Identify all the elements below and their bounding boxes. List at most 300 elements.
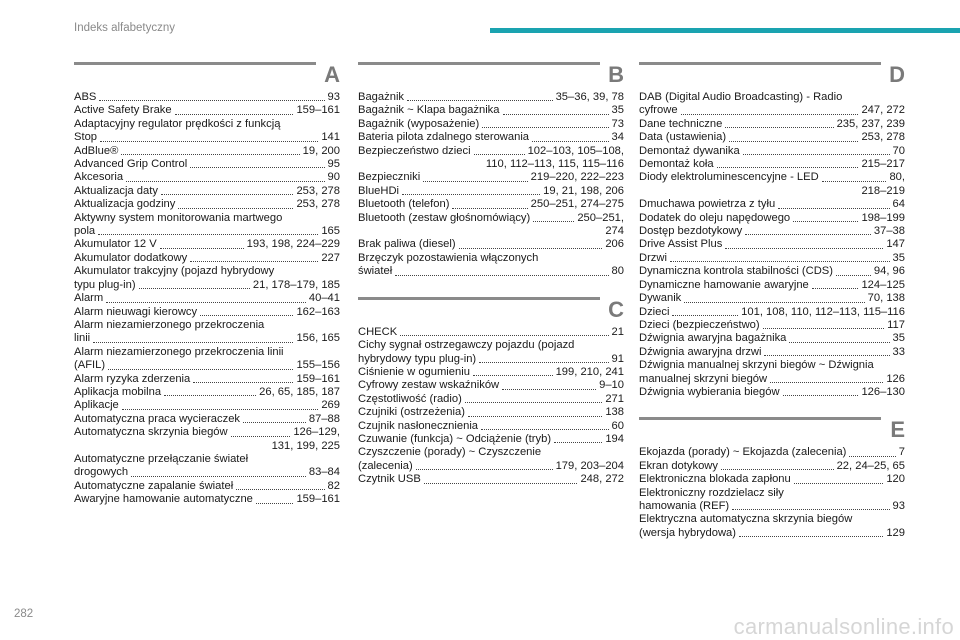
entry-pages[interactable]: 83–84 — [308, 466, 340, 479]
entry-row — [74, 238, 340, 251]
dot-leader — [256, 503, 294, 504]
entry-label: Dźwignia awaryjna bagażnika — [639, 332, 787, 345]
entry-row — [639, 131, 905, 144]
entry-label: Dmuchawa powietrza z tyłu — [639, 198, 776, 211]
index-entry[interactable] — [639, 319, 905, 332]
index-entry[interactable] — [358, 252, 624, 279]
index-entry[interactable] — [639, 198, 905, 211]
dot-leader — [465, 402, 603, 403]
dot-leader — [794, 483, 884, 484]
entry-list — [639, 446, 905, 540]
index-entry[interactable] — [358, 393, 624, 406]
dot-leader — [481, 429, 609, 430]
entry-pages[interactable]: 138 — [605, 406, 624, 419]
entry-label: Dzieci (bezpieczeństwo) — [639, 318, 760, 331]
index-entry[interactable] — [639, 473, 905, 486]
entry-pages[interactable]: 80 — [611, 265, 624, 278]
entry-pages[interactable]: 271 — [605, 392, 624, 405]
index-entry[interactable] — [74, 399, 340, 412]
entry-label: Dynamiczna kontrola stabilności (CDS) — [639, 265, 833, 278]
entry-pages-continued[interactable]: 274 — [605, 225, 624, 238]
dot-leader — [474, 154, 525, 155]
dot-leader — [190, 261, 318, 262]
index-entry[interactable] — [358, 185, 624, 198]
entry-row — [639, 212, 905, 225]
index-entry[interactable] — [639, 212, 905, 225]
entry-row — [74, 91, 340, 104]
entry-label-line: DAB (Digital Audio Broadcasting) - Radio — [639, 91, 843, 103]
entry-label: hybrydowy typu plug-in) — [358, 352, 477, 365]
entry-row — [74, 198, 340, 211]
entry-row — [639, 171, 905, 184]
entry-pages[interactable]: 155–156 — [296, 359, 340, 372]
dot-leader — [532, 141, 609, 142]
entry-pages[interactable]: 227 — [321, 251, 340, 264]
index-entry[interactable] — [74, 252, 340, 265]
entry-label: AdBlue® — [74, 144, 119, 157]
entry-row — [358, 185, 624, 198]
entry-row — [358, 265, 624, 278]
entry-row — [74, 493, 340, 506]
entry-row — [639, 332, 905, 345]
entry-label-line: Elektroniczny rozdzielacz siły — [639, 486, 784, 499]
entry-label: Brak paliwa (diesel) — [358, 238, 456, 251]
dot-leader — [200, 315, 293, 316]
entry-label: Bagażnik ~ Klapa bagażnika — [358, 104, 500, 117]
entry-label: Bluetooth (zestaw głośnomówiący) — [358, 211, 531, 224]
entry-row — [358, 91, 624, 104]
dot-leader — [739, 536, 883, 537]
index-entry[interactable] — [74, 118, 340, 145]
index-entry[interactable] — [74, 212, 340, 239]
entry-pages[interactable]: 90 — [327, 171, 340, 184]
entry-label: Dynamiczne hamowanie awaryjne — [639, 278, 809, 291]
entry-pages-continued[interactable]: 218–219 — [861, 184, 905, 197]
entry-pages[interactable]: 124–125 — [861, 278, 905, 291]
entry-row — [358, 238, 624, 251]
dot-leader — [681, 114, 859, 115]
index-entry[interactable] — [639, 265, 905, 278]
entry-pages[interactable]: 179, 203–204 — [555, 459, 624, 472]
entry-pages[interactable]: 9–10 — [599, 379, 624, 392]
index-entry[interactable] — [74, 306, 340, 319]
index-entry[interactable] — [639, 460, 905, 473]
dot-leader — [452, 208, 527, 209]
entry-pages[interactable]: 253, 278 — [861, 131, 905, 144]
entry-pages[interactable]: 159–161 — [296, 372, 340, 385]
entry-label: Czujnik nasłonecznienia — [358, 419, 479, 432]
entry-label: hamowania (REF) — [639, 499, 730, 512]
entry-pages[interactable]: 250–251, 274–275 — [530, 198, 624, 211]
dot-leader — [725, 248, 883, 249]
entry-pages[interactable]: 95 — [327, 158, 340, 171]
entry-label: pola — [74, 225, 96, 238]
index-entry[interactable] — [639, 306, 905, 319]
entry-row — [639, 198, 905, 211]
entry-row — [74, 171, 340, 184]
entry-label: Dostęp bezdotykowy — [639, 225, 743, 238]
entry-pages[interactable]: 253, 278 — [296, 198, 340, 211]
watermark: carmanualsonline.info — [733, 614, 954, 639]
index-entry[interactable] — [639, 225, 905, 238]
entry-pages[interactable]: 26, 65, 185, 187 — [259, 385, 340, 398]
entry-row — [639, 252, 905, 265]
entry-pages[interactable]: 64 — [892, 198, 905, 211]
entry-label-line: Alarm niezamierzonego przekroczenia linii — [74, 345, 284, 358]
dot-leader — [459, 248, 603, 249]
entry-label: Ciśnienie w ogumieniu — [358, 365, 470, 378]
entry-pages[interactable]: 120 — [886, 473, 905, 486]
dot-leader — [721, 469, 834, 470]
entry-row — [74, 145, 340, 158]
index-entry[interactable] — [639, 446, 905, 459]
dot-leader — [732, 509, 889, 510]
dot-leader — [717, 167, 859, 168]
entry-row — [358, 118, 624, 131]
entry-row — [639, 238, 905, 251]
index-entry[interactable] — [358, 473, 624, 486]
index-section-c — [358, 297, 624, 487]
index-entry[interactable] — [639, 118, 905, 131]
dot-leader — [473, 375, 553, 376]
entry-pages[interactable]: 33 — [892, 345, 905, 358]
entry-row — [639, 225, 905, 238]
dot-leader — [684, 302, 864, 303]
entry-pages[interactable]: 35 — [611, 104, 624, 117]
entry-pages[interactable]: 19, 200 — [302, 144, 340, 157]
index-entry[interactable] — [74, 265, 340, 292]
entry-row — [639, 319, 905, 332]
entry-label-line: Aktywny system monitorowania martwego — [74, 211, 283, 224]
entry-row — [74, 332, 340, 345]
entry-pages[interactable]: 82 — [327, 479, 340, 492]
index-entry[interactable] — [639, 171, 905, 198]
entry-pages[interactable]: 126–129, — [293, 426, 340, 439]
index-entry[interactable] — [358, 366, 624, 379]
entry-row — [358, 379, 624, 392]
entry-row — [639, 145, 905, 158]
entry-pages[interactable]: 93 — [327, 91, 340, 103]
dot-leader — [108, 369, 293, 370]
index-entry[interactable] — [358, 446, 624, 473]
entry-row — [639, 460, 905, 473]
entry-row — [639, 446, 905, 459]
entry-pages[interactable]: 219–220, 222–223 — [530, 171, 624, 184]
entry-pages[interactable]: 147 — [886, 238, 905, 251]
entry-row — [358, 460, 624, 473]
entry-label-line: Elektryczna automatyczna skrzynia biegów — [639, 513, 853, 526]
entry-list — [358, 91, 624, 279]
entry-pages[interactable]: 159–161 — [296, 493, 340, 506]
index-entry[interactable] — [74, 386, 340, 399]
index-section-b — [358, 62, 624, 279]
entry-pages[interactable]: 117 — [887, 318, 905, 331]
entry-row — [74, 306, 340, 319]
index-entry[interactable] — [74, 292, 340, 305]
dot-leader — [193, 382, 293, 383]
entry-pages[interactable]: 35–36, 39, 78 — [555, 91, 624, 103]
index-entry[interactable] — [639, 131, 905, 144]
index-entry[interactable] — [74, 493, 340, 506]
page-number: 282 — [14, 608, 34, 620]
header-title: Indeks alfabetyczny — [74, 22, 176, 34]
entry-pages[interactable]: 193, 198, 224–229 — [246, 238, 340, 251]
dot-leader — [98, 234, 318, 235]
entry-label: Alarm ryzyka zderzenia — [74, 372, 191, 385]
entry-row — [639, 500, 905, 513]
dot-leader — [122, 409, 319, 410]
entry-label: Alarm nieuwagi kierowcy — [74, 305, 198, 318]
index-entry[interactable] — [358, 238, 624, 251]
index-entry[interactable] — [74, 171, 340, 184]
entry-pages[interactable]: 60 — [611, 419, 624, 432]
dot-leader — [836, 275, 871, 276]
entry-pages[interactable]: 126–130 — [861, 385, 905, 398]
index-entry[interactable] — [639, 279, 905, 292]
entry-pages[interactable]: 80, — [889, 171, 905, 184]
entry-pages[interactable]: 269 — [321, 399, 340, 412]
dot-leader — [121, 154, 299, 155]
entry-row — [639, 158, 905, 171]
entry-pages[interactable]: 250–251, — [577, 211, 624, 224]
entry-pages[interactable]: 19, 21, 198, 206 — [543, 184, 624, 197]
index-entry[interactable] — [358, 145, 624, 172]
entry-pages[interactable]: 126 — [886, 372, 905, 385]
entry-label: Aplikacja mobilna — [74, 385, 162, 398]
entry-label: Bateria pilota zdalnego sterowania — [358, 131, 530, 144]
dot-leader — [502, 389, 596, 390]
entry-row — [358, 420, 624, 433]
index-entry[interactable] — [358, 212, 624, 239]
entry-label: Automatyczna skrzynia biegów — [74, 426, 228, 439]
entry-label-line: Brzęczyk pozostawienia włączonych — [358, 251, 539, 264]
entry-row — [358, 212, 624, 225]
dot-leader — [400, 335, 608, 336]
index-entry[interactable] — [74, 480, 340, 493]
index-entry[interactable] — [639, 487, 905, 514]
entry-label: drogowych — [74, 466, 129, 479]
entry-pages[interactable]: 35 — [892, 251, 905, 264]
entry-label: Aktualizacja godziny — [74, 198, 176, 211]
index-entry[interactable] — [74, 145, 340, 158]
index-entry[interactable] — [639, 346, 905, 359]
dot-leader — [468, 416, 602, 417]
entry-label: ABS — [74, 91, 97, 103]
entry-label: Dźwignia awaryjna drzwi — [639, 345, 762, 358]
entry-label: Stop — [74, 131, 98, 144]
entry-pages[interactable]: 7 — [898, 446, 905, 459]
entry-label: Automatyczne zapalanie świateł — [74, 479, 234, 492]
entry-label: cyfrowe — [639, 104, 678, 117]
entry-row — [358, 393, 624, 406]
dot-leader — [770, 382, 883, 383]
index-entry[interactable] — [74, 453, 340, 480]
entry-pages[interactable]: 248, 272 — [580, 473, 624, 486]
entry-label: Bezpieczniki — [358, 171, 421, 184]
entry-pages[interactable]: 235, 237, 239 — [836, 117, 905, 130]
entry-label: Aplikacje — [74, 399, 119, 412]
dot-leader — [164, 395, 256, 396]
index-column-2 — [358, 62, 624, 505]
entry-pages[interactable]: 165 — [321, 225, 340, 238]
index-column-1 — [74, 62, 340, 525]
entry-pages[interactable]: 87–88 — [308, 412, 340, 425]
entry-pages[interactable]: 34 — [611, 131, 624, 144]
dot-leader — [503, 114, 609, 115]
entry-row — [74, 158, 340, 171]
entry-pages[interactable]: 129 — [886, 526, 905, 539]
entry-row — [639, 279, 905, 292]
entry-pages[interactable]: 199, 210, 241 — [555, 365, 624, 378]
dot-leader — [764, 355, 889, 356]
entry-pages[interactable]: 162–163 — [296, 305, 340, 318]
entry-label: Dane techniczne — [639, 117, 723, 130]
index-entry[interactable] — [358, 104, 624, 117]
index-entry[interactable] — [358, 131, 624, 144]
entry-pages[interactable]: 22, 24–25, 65 — [836, 459, 905, 472]
entry-label: świateł — [358, 265, 393, 278]
entry-label: Awaryjne hamowanie automatyczne — [74, 493, 253, 506]
dot-leader — [236, 489, 324, 490]
entry-label-line: Cichy sygnał ostrzegawczy pojazdu (pojazd — [358, 339, 575, 352]
entry-pages[interactable]: 93 — [892, 499, 905, 512]
entry-row — [74, 386, 340, 399]
index-entry[interactable] — [74, 238, 340, 251]
entry-pages[interactable]: 94, 96 — [873, 265, 905, 278]
index-entry[interactable] — [639, 332, 905, 345]
entry-row — [358, 433, 624, 446]
index-entry[interactable] — [639, 292, 905, 305]
entry-row — [639, 104, 905, 117]
index-entry[interactable] — [358, 420, 624, 433]
entry-pages[interactable]: 194 — [605, 432, 624, 445]
entry-pages[interactable]: 37–38 — [873, 225, 905, 238]
entry-row — [639, 306, 905, 319]
entry-label-line: Adaptacyjny regulator prędkości z funkcją — [74, 117, 281, 130]
index-column-3 — [639, 62, 905, 558]
entry-pages[interactable]: 159–161 — [296, 104, 340, 117]
entry-label: Data (ustawienia) — [639, 131, 727, 144]
index-entry[interactable] — [358, 198, 624, 211]
entry-row — [639, 118, 905, 131]
dot-leader — [407, 100, 553, 101]
entry-row — [74, 426, 340, 439]
entry-pages[interactable]: 215–217 — [861, 158, 905, 171]
entry-row — [639, 265, 905, 278]
index-entry[interactable] — [639, 91, 905, 118]
entry-label: Akumulator 12 V — [74, 238, 157, 251]
entry-label: Akumulator dodatkowy — [74, 251, 188, 264]
index-entry[interactable] — [639, 386, 905, 399]
entry-pages[interactable]: 141 — [321, 131, 340, 144]
index-entry[interactable] — [74, 426, 340, 453]
entry-pages[interactable]: 70, 138 — [867, 292, 905, 305]
entry-row — [74, 104, 340, 117]
index-entry[interactable] — [358, 433, 624, 446]
dot-leader — [479, 362, 608, 363]
entry-label: Czytnik USB — [358, 473, 421, 486]
entry-label: Drive Assist Plus — [639, 238, 723, 251]
index-entry[interactable] — [358, 91, 624, 104]
entry-pages[interactable]: 35 — [892, 332, 905, 345]
index-entry[interactable] — [74, 319, 340, 346]
index-entry[interactable] — [639, 252, 905, 265]
index-entry[interactable] — [358, 326, 624, 339]
index-entry[interactable] — [74, 158, 340, 171]
entry-pages[interactable]: 102–103, 105–108, — [527, 144, 624, 157]
entry-pages[interactable]: 40–41 — [308, 292, 340, 305]
dot-leader — [812, 288, 859, 289]
index-entry[interactable] — [358, 379, 624, 392]
entry-pages[interactable]: 198–199 — [861, 211, 905, 224]
index-entry[interactable] — [74, 185, 340, 198]
index-entry[interactable] — [639, 513, 905, 540]
index-section-a — [74, 62, 340, 507]
entry-pages[interactable]: 101, 108, 110, 112–113, 115–116 — [741, 305, 905, 318]
entry-list — [639, 91, 905, 399]
entry-pages[interactable]: 73 — [611, 117, 624, 130]
entry-pages[interactable]: 206 — [605, 238, 624, 251]
index-entry[interactable] — [639, 158, 905, 171]
index-entry[interactable] — [74, 413, 340, 426]
entry-pages[interactable]: 247, 272 — [861, 104, 905, 117]
entry-pages[interactable]: 70 — [892, 144, 905, 157]
entry-pages[interactable]: 253, 278 — [296, 184, 340, 197]
entry-label: Automatyczna praca wycieraczek — [74, 412, 241, 425]
entry-pages[interactable]: 21 — [611, 325, 624, 338]
dot-leader — [822, 181, 887, 182]
entry-label: Alarm — [74, 292, 104, 305]
index-entry[interactable] — [74, 91, 340, 104]
entry-label: Częstotliwość (radio) — [358, 392, 462, 405]
entry-row — [74, 279, 340, 292]
entry-pages-continued[interactable]: 110, 112–113, 115, 115–116 — [485, 158, 624, 171]
index-entry[interactable] — [358, 118, 624, 131]
entry-row — [74, 252, 340, 265]
entry-pages[interactable]: 91 — [611, 352, 624, 365]
index-entry[interactable] — [358, 406, 624, 419]
entry-label: Bluetooth (telefon) — [358, 198, 450, 211]
entry-label-line: Akumulator trakcyjny (pojazd hybrydowy — [74, 265, 275, 278]
entry-pages-continued[interactable]: 131, 199, 225 — [271, 439, 340, 452]
index-entry[interactable] — [358, 339, 624, 366]
index-entry[interactable] — [74, 104, 340, 117]
entry-row — [74, 480, 340, 493]
entry-label: manualnej skrzyni biegów — [639, 372, 768, 385]
dot-leader — [729, 141, 858, 142]
dot-leader — [106, 302, 306, 303]
entry-label: Czujniki (ostrzeżenia) — [358, 406, 465, 419]
index-entry[interactable] — [358, 171, 624, 184]
dot-leader — [161, 194, 293, 195]
dot-leader — [672, 315, 738, 316]
index-entry[interactable] — [74, 346, 340, 373]
dot-leader — [160, 248, 244, 249]
dot-leader — [126, 181, 324, 182]
index-entry[interactable] — [639, 238, 905, 251]
section-letter: A — [324, 62, 340, 87]
index-entry[interactable] — [639, 359, 905, 386]
index-entry[interactable] — [639, 145, 905, 158]
dot-leader — [93, 342, 293, 343]
dot-leader — [793, 221, 858, 222]
index-entry[interactable] — [74, 373, 340, 386]
entry-pages[interactable]: 21, 178–179, 185 — [252, 278, 340, 291]
index-entry[interactable] — [74, 198, 340, 211]
entry-list — [358, 326, 624, 487]
entry-label: (zalecenia) — [358, 459, 413, 472]
entry-pages[interactable]: 156, 165 — [296, 332, 340, 345]
